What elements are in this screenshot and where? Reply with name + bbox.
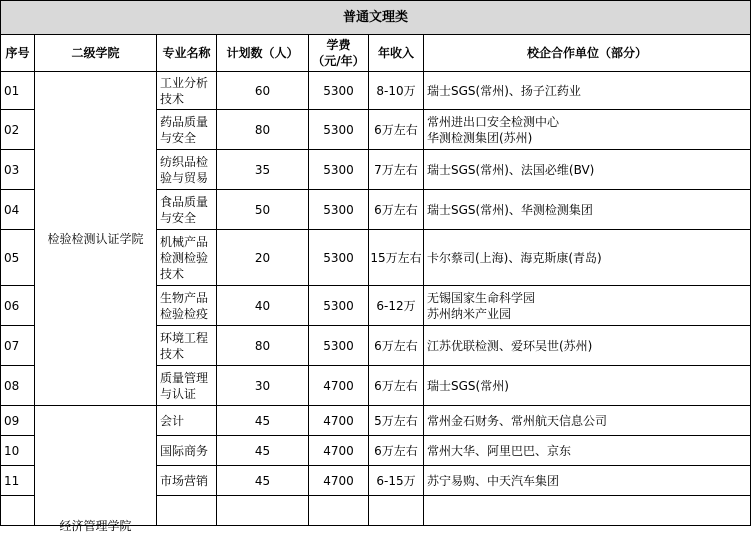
row-plan: 30 (217, 366, 309, 406)
row-major: 市场营销 (157, 466, 217, 496)
row-partners: 常州大华、阿里巴巴、京东 (424, 436, 751, 466)
row-no: 07 (1, 326, 35, 366)
row-major: 会计 (157, 406, 217, 436)
row-fee: 5300 (309, 190, 369, 230)
row-income: 15万左右 (369, 230, 424, 286)
row-partners: 常州金石财务、常州航天信息公司 (424, 406, 751, 436)
college-cell: 检验检测认证学院 (35, 72, 157, 406)
row-major: 国际商务 (157, 436, 217, 466)
row-no (1, 496, 35, 526)
row-partners: 瑞士SGS(常州) (424, 366, 751, 406)
row-income: 6-12万 (369, 286, 424, 326)
row-major: 质量管理与认证 (157, 366, 217, 406)
row-plan (217, 496, 309, 526)
title-row (1, 1, 751, 35)
row-plan: 20 (217, 230, 309, 286)
row-no: 03 (1, 150, 35, 190)
row-no: 06 (1, 286, 35, 326)
row-partners: 常州进出口安全检测中心 华测检测集团(苏州) (424, 110, 751, 150)
header-plan: 计划数（人） (217, 35, 309, 72)
row-fee: 5300 (309, 286, 369, 326)
row-fee: 5300 (309, 230, 369, 286)
row-income: 8-10万 (369, 72, 424, 110)
row-fee: 5300 (309, 150, 369, 190)
row-major (157, 496, 217, 526)
row-major: 工业分析技术 (157, 72, 217, 110)
row-plan: 45 (217, 466, 309, 496)
row-partners: 瑞士SGS(常州)、扬子江药业 (424, 72, 751, 110)
row-income: 6万左右 (369, 110, 424, 150)
header-partners: 校企合作单位（部分） (424, 35, 751, 72)
header-income: 年收入 (369, 35, 424, 72)
row-plan: 60 (217, 72, 309, 110)
college-cell (35, 406, 157, 533)
row-plan: 80 (217, 110, 309, 150)
row-fee: 5300 (309, 110, 369, 150)
row-plan: 50 (217, 190, 309, 230)
row-plan: 80 (217, 326, 309, 366)
row-major: 环境工程技术 (157, 326, 217, 366)
row-major: 纺织品检验与贸易 (157, 150, 217, 190)
row-major: 生物产品检验检疫 (157, 286, 217, 326)
row-fee (309, 496, 369, 526)
table-title: 普通文理类 (1, 1, 751, 35)
header-fee: 学费 （元/年） (309, 35, 369, 72)
row-fee: 4700 (309, 366, 369, 406)
row-no: 02 (1, 110, 35, 150)
row-partners: 苏宁易购、中天汽车集团 (424, 466, 751, 496)
row-no: 09 (1, 406, 35, 436)
row-partners: 江苏优联检测、爱环吴世(苏州) (424, 326, 751, 366)
row-partners: 无锡国家生命科学园 苏州纳米产业园 (424, 286, 751, 326)
row-plan: 45 (217, 406, 309, 436)
header-row (1, 35, 751, 72)
row-fee: 5300 (309, 326, 369, 366)
row-income (369, 496, 424, 526)
row-no: 04 (1, 190, 35, 230)
row-plan: 40 (217, 286, 309, 326)
row-plan: 35 (217, 150, 309, 190)
row-major: 食品质量与安全 (157, 190, 217, 230)
college-name: 经济管理学院 (59, 519, 132, 533)
row-income: 6-15万 (369, 466, 424, 496)
row-fee: 4700 (309, 436, 369, 466)
row-plan: 45 (217, 436, 309, 466)
header-no: 序号 (1, 35, 35, 72)
row-fee: 5300 (309, 72, 369, 110)
row-fee: 4700 (309, 466, 369, 496)
row-major: 药品质量与安全 (157, 110, 217, 150)
row-major: 机械产品检测检验技术 (157, 230, 217, 286)
row-income: 6万左右 (369, 326, 424, 366)
table-row (1, 72, 751, 110)
row-income: 7万左右 (369, 150, 424, 190)
row-income: 6万左右 (369, 436, 424, 466)
row-partners: 瑞士SGS(常州)、华测检测集团 (424, 190, 751, 230)
row-fee: 4700 (309, 406, 369, 436)
row-no: 11 (1, 466, 35, 496)
header-major: 专业名称 (157, 35, 217, 72)
row-income: 6万左右 (369, 366, 424, 406)
row-income: 6万左右 (369, 190, 424, 230)
row-income: 5万左右 (369, 406, 424, 436)
row-no: 10 (1, 436, 35, 466)
row-no: 05 (1, 230, 35, 286)
header-college: 二级学院 (35, 35, 157, 72)
row-partners: 卡尔蔡司(上海)、海克斯康(青岛) (424, 230, 751, 286)
table-row (1, 406, 751, 436)
row-no: 08 (1, 366, 35, 406)
row-partners: 瑞士SGS(常州)、法国必维(BV) (424, 150, 751, 190)
row-partners (424, 496, 751, 526)
row-no: 01 (1, 72, 35, 110)
